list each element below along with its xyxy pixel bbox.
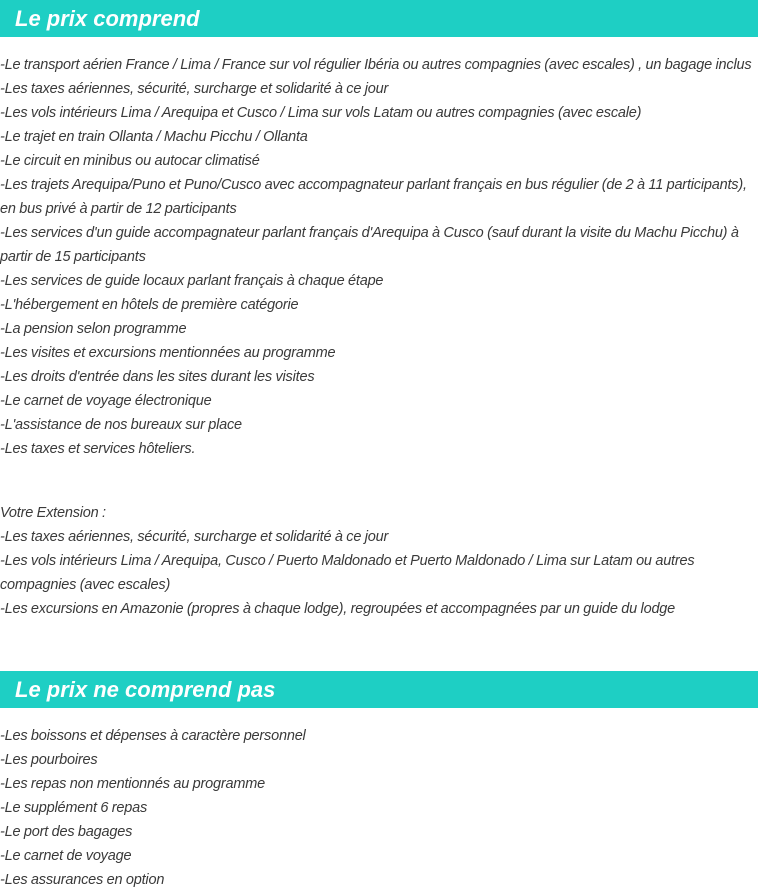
spacer	[0, 461, 758, 501]
list-item: -Les taxes aériennes, sécurité, surcharge et solidarité à ce jour	[0, 529, 389, 545]
list-item: -Les excursions en Amazonie (propres à chaque lodge), regroupées et accompagnées par un guide du lodge	[0, 601, 676, 617]
included-title: Le prix comprend	[15, 6, 200, 31]
list-item: -Les boissons et dépenses à caractère personnel	[0, 728, 306, 744]
included-list	[0, 53, 758, 621]
list-item: -Les services d'un guide accompagnateur parlant français d'Arequipa à Cusco (sauf durant la visite du Machu Picchu) à partir de 15 participants	[0, 225, 739, 265]
list-item: -Le carnet de voyage électronique	[0, 393, 212, 409]
excluded-list	[0, 724, 758, 892]
excluded-section-header	[0, 671, 758, 708]
list-item: -Le carnet de voyage	[0, 848, 132, 864]
included-section-header	[0, 0, 758, 37]
list-item: -Les vols intérieurs Lima / Arequipa, Cusco / Puerto Maldonado et Puerto Maldonado / Lima sur Latam ou autres compagnies (avec escales)	[0, 553, 695, 593]
list-item: -Les services de guide locaux parlant français à chaque étape	[0, 273, 384, 289]
list-item: -Les trajets Arequipa/Puno et Puno/Cusco avec accompagnateur parlant français en bus régulier (de 2 à 11 participants), en bus privé à partir de 12 participants	[0, 177, 747, 217]
list-item: -Le port des bagages	[0, 824, 133, 840]
list-item: -La pension selon programme	[0, 321, 187, 337]
list-item: -Le supplément 6 repas	[0, 800, 148, 816]
extension-label: Votre Extension :	[0, 505, 106, 521]
list-item: -Les pourboires	[0, 752, 98, 768]
list-item: -Les assurances en option	[0, 872, 165, 888]
list-item: -Le trajet en train Ollanta / Machu Picchu / Ollanta	[0, 129, 308, 145]
list-item: -Les taxes et services hôteliers.	[0, 441, 196, 457]
excluded-title: Le prix ne comprend pas	[15, 677, 276, 702]
list-item: -Les taxes aériennes, sécurité, surcharge et solidarité à ce jour	[0, 81, 389, 97]
list-item: -Les visites et excursions mentionnées au programme	[0, 345, 336, 361]
list-item: -Le transport aérien France / Lima / France sur vol régulier Ibéria ou autres compagnies (avec escales) , un bagage inclus	[0, 57, 752, 73]
list-item: -Le circuit en minibus ou autocar climatisé	[0, 153, 260, 169]
list-item: -Les vols intérieurs Lima / Arequipa et Cusco / Lima sur vols Latam ou autres compagnies (avec escale)	[0, 105, 642, 121]
list-item: -Les repas non mentionnés au programme	[0, 776, 265, 792]
list-item: -L'assistance de nos bureaux sur place	[0, 417, 242, 433]
list-item: -Les droits d'entrée dans les sites durant les visites	[0, 369, 315, 385]
list-item: -L'hébergement en hôtels de première catégorie	[0, 297, 299, 313]
